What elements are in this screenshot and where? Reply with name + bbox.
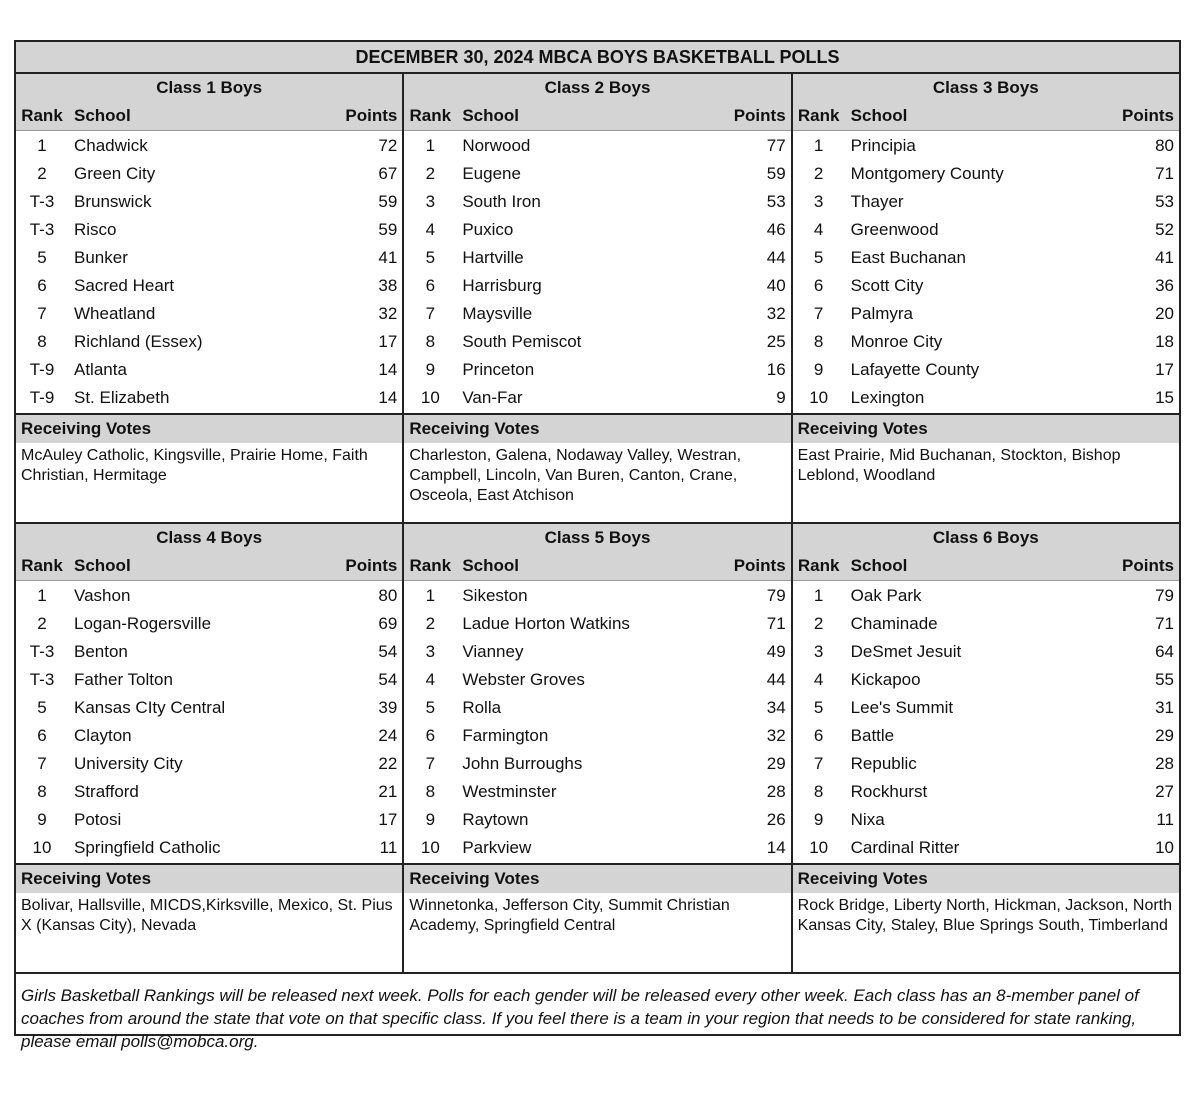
school-cell: Father Tolton bbox=[74, 670, 173, 689]
table-row bbox=[16, 806, 402, 834]
points-header: Points bbox=[733, 556, 786, 575]
table-row bbox=[404, 328, 790, 356]
points-cell: 22 bbox=[378, 754, 398, 773]
table-row bbox=[404, 638, 790, 666]
column-header-row bbox=[793, 552, 1179, 581]
school-header: School bbox=[74, 106, 131, 125]
points-cell: 67 bbox=[378, 164, 398, 183]
rank-cell: 9 bbox=[813, 810, 824, 829]
table-row bbox=[16, 778, 402, 806]
table-row bbox=[404, 384, 790, 412]
table-row bbox=[404, 750, 790, 778]
column-header-row bbox=[16, 552, 402, 581]
rank-cell: 9 bbox=[813, 360, 824, 379]
school-cell: Kansas CIty Central bbox=[74, 698, 226, 717]
points-cell: 39 bbox=[378, 698, 398, 717]
rank-header: Rank bbox=[409, 106, 452, 125]
table-row bbox=[404, 216, 790, 244]
team-list bbox=[16, 131, 402, 412]
school-cell: Van-Far bbox=[462, 388, 523, 407]
points-cell: 71 bbox=[766, 614, 786, 633]
table-row bbox=[793, 750, 1179, 778]
rank-cell: 3 bbox=[813, 642, 824, 661]
school-cell: Clayton bbox=[74, 726, 132, 745]
points-cell: 44 bbox=[766, 248, 786, 267]
class-title: Class 2 Boys bbox=[404, 74, 790, 102]
points-cell: 54 bbox=[378, 670, 398, 689]
school-cell: Eugene bbox=[462, 164, 521, 183]
table-row bbox=[16, 272, 402, 300]
points-cell: 31 bbox=[1155, 698, 1174, 717]
receiving-votes-title: Receiving Votes bbox=[16, 863, 402, 893]
school-cell: Potosi bbox=[74, 810, 122, 829]
receiving-votes-title: Receiving Votes bbox=[793, 413, 1179, 443]
class-title: Class 5 Boys bbox=[404, 524, 790, 552]
table-row bbox=[793, 610, 1179, 638]
points-cell: 34 bbox=[766, 698, 786, 717]
points-header: Points bbox=[733, 106, 786, 125]
column-header-row bbox=[793, 102, 1179, 131]
rank-cell: 2 bbox=[425, 614, 436, 633]
rank-cell: 8 bbox=[425, 332, 436, 351]
table-row bbox=[793, 272, 1179, 300]
table-row bbox=[16, 834, 402, 862]
table-row bbox=[16, 188, 402, 216]
points-cell: 29 bbox=[766, 754, 786, 773]
rank-cell: 3 bbox=[425, 192, 436, 211]
table-row bbox=[16, 610, 402, 638]
table-row bbox=[793, 694, 1179, 722]
points-cell: 14 bbox=[378, 360, 398, 379]
table-row bbox=[404, 694, 790, 722]
table-row bbox=[16, 160, 402, 188]
points-cell: 24 bbox=[378, 726, 398, 745]
rank-cell: 2 bbox=[37, 614, 47, 633]
table-row bbox=[404, 188, 790, 216]
rank-cell: 1 bbox=[813, 136, 824, 155]
rank-cell: 5 bbox=[425, 698, 436, 717]
points-cell: 72 bbox=[378, 136, 398, 155]
table-row bbox=[793, 244, 1179, 272]
rank-cell: 6 bbox=[425, 276, 436, 295]
rank-cell: 5 bbox=[425, 248, 436, 267]
rank-header: Rank bbox=[21, 556, 63, 575]
rank-cell: 7 bbox=[37, 304, 47, 323]
school-header: School bbox=[850, 106, 908, 125]
rank-cell: 7 bbox=[425, 754, 436, 773]
table-row bbox=[404, 244, 790, 272]
points-cell: 41 bbox=[1155, 248, 1174, 267]
points-cell: 71 bbox=[1155, 614, 1174, 633]
school-cell: Logan-Rogersville bbox=[74, 614, 212, 633]
school-cell: Sacred Heart bbox=[74, 276, 175, 295]
receiving-votes-list: McAuley Catholic, Kingsville, Prairie Home, Faith Christian, Hermitage bbox=[21, 447, 368, 484]
table-row bbox=[404, 666, 790, 694]
rank-cell: 1 bbox=[425, 586, 436, 605]
team-list bbox=[793, 581, 1179, 862]
team-list bbox=[793, 131, 1179, 412]
school-cell: Greenwood bbox=[850, 220, 939, 239]
points-cell: 17 bbox=[378, 810, 398, 829]
school-cell: Palmyra bbox=[850, 304, 914, 323]
table-row bbox=[793, 188, 1179, 216]
rank-cell: 8 bbox=[425, 782, 436, 801]
table-row bbox=[793, 666, 1179, 694]
school-cell: John Burroughs bbox=[462, 754, 583, 773]
points-cell: 18 bbox=[1155, 332, 1174, 351]
table-row bbox=[793, 638, 1179, 666]
school-cell: Chadwick bbox=[74, 136, 148, 155]
school-header: School bbox=[462, 106, 519, 125]
rank-cell: T-9 bbox=[29, 388, 55, 407]
class-panel bbox=[791, 74, 1179, 522]
table-row bbox=[16, 216, 402, 244]
school-cell: Parkview bbox=[462, 838, 532, 857]
rank-cell: 4 bbox=[813, 670, 824, 689]
table-row bbox=[16, 384, 402, 412]
column-header-row bbox=[404, 552, 790, 581]
table-row bbox=[793, 582, 1179, 610]
school-cell: South Pemiscot bbox=[462, 332, 582, 351]
receiving-votes-list: Winnetonka, Jefferson City, Summit Christian Academy, Springfield Central bbox=[409, 897, 730, 934]
rank-cell: 1 bbox=[813, 586, 824, 605]
rank-cell: T-3 bbox=[29, 220, 55, 239]
rank-cell: 6 bbox=[813, 726, 824, 745]
table-row bbox=[793, 778, 1179, 806]
receiving-votes-list: Bolivar, Hallsville, MICDS,Kirksville, Mexico, St. Pius X (Kansas City), Nevada bbox=[21, 897, 393, 934]
school-cell: Scott City bbox=[850, 276, 924, 295]
points-cell: 71 bbox=[1155, 164, 1174, 183]
table-row bbox=[404, 722, 790, 750]
rank-cell: 10 bbox=[420, 838, 440, 857]
points-cell: 16 bbox=[766, 360, 786, 379]
school-cell: Green City bbox=[74, 164, 156, 183]
school-cell: Republic bbox=[850, 754, 917, 773]
rank-cell: 9 bbox=[37, 810, 47, 829]
school-cell: Rolla bbox=[462, 698, 502, 717]
points-cell: 32 bbox=[766, 304, 786, 323]
points-cell: 26 bbox=[766, 810, 786, 829]
table-row bbox=[793, 216, 1179, 244]
school-cell: Lee's Summit bbox=[850, 698, 954, 717]
points-header: Points bbox=[1122, 556, 1174, 575]
points-cell: 79 bbox=[1155, 586, 1174, 605]
school-cell: Farmington bbox=[462, 726, 549, 745]
school-cell: Springfield Catholic bbox=[74, 838, 221, 857]
rank-cell: 2 bbox=[37, 164, 47, 183]
points-cell: 40 bbox=[766, 276, 786, 295]
school-cell: DeSmet Jesuit bbox=[850, 642, 962, 661]
school-cell: Brunswick bbox=[74, 192, 152, 211]
points-cell: 14 bbox=[378, 388, 398, 407]
table-row bbox=[793, 384, 1179, 412]
rank-cell: 8 bbox=[813, 782, 824, 801]
table-row bbox=[404, 582, 790, 610]
rank-cell: 5 bbox=[37, 248, 47, 267]
table-row bbox=[404, 356, 790, 384]
team-list bbox=[16, 581, 402, 862]
points-cell: 49 bbox=[766, 642, 786, 661]
rank-cell: 1 bbox=[37, 136, 47, 155]
points-header: Points bbox=[345, 556, 398, 575]
school-cell: Ladue Horton Watkins bbox=[462, 614, 630, 633]
rank-cell: 9 bbox=[425, 810, 436, 829]
table-row bbox=[16, 244, 402, 272]
rank-header: Rank bbox=[21, 106, 63, 125]
table-row bbox=[16, 356, 402, 384]
rank-cell: 3 bbox=[813, 192, 824, 211]
table-row bbox=[793, 300, 1179, 328]
rank-cell: 8 bbox=[37, 782, 47, 801]
table-row bbox=[16, 300, 402, 328]
receiving-votes-title: Receiving Votes bbox=[16, 413, 402, 443]
points-cell: 9 bbox=[776, 388, 786, 407]
points-cell: 59 bbox=[766, 164, 786, 183]
school-cell: Westminster bbox=[462, 782, 557, 801]
school-header: School bbox=[462, 556, 519, 575]
table-row bbox=[793, 806, 1179, 834]
rank-cell: 4 bbox=[425, 220, 436, 239]
table-row bbox=[793, 328, 1179, 356]
poll-title: DECEMBER 30, 2024 MBCA BOYS BASKETBALL POLLS bbox=[16, 42, 1179, 74]
rank-cell: 4 bbox=[813, 220, 824, 239]
rank-cell: 7 bbox=[37, 754, 47, 773]
column-header-row bbox=[404, 102, 790, 131]
table-row bbox=[16, 750, 402, 778]
rank-cell: 8 bbox=[813, 332, 824, 351]
points-cell: 17 bbox=[378, 332, 398, 351]
rank-header: Rank bbox=[797, 556, 840, 575]
receiving-votes-title: Receiving Votes bbox=[793, 863, 1179, 893]
rank-cell: T-3 bbox=[29, 192, 55, 211]
table-row bbox=[404, 160, 790, 188]
points-cell: 17 bbox=[1155, 360, 1174, 379]
class-title: Class 4 Boys bbox=[16, 524, 402, 552]
points-cell: 27 bbox=[1155, 782, 1174, 801]
rank-cell: T-9 bbox=[29, 360, 55, 379]
class-title: Class 6 Boys bbox=[793, 524, 1179, 552]
points-cell: 59 bbox=[378, 192, 398, 211]
points-cell: 52 bbox=[1155, 220, 1174, 239]
school-cell: Kickapoo bbox=[850, 670, 921, 689]
table-row bbox=[793, 132, 1179, 160]
school-cell: Wheatland bbox=[74, 304, 156, 323]
table-row bbox=[404, 778, 790, 806]
rank-cell: 2 bbox=[813, 614, 824, 633]
table-row bbox=[16, 638, 402, 666]
rank-cell: 6 bbox=[37, 726, 47, 745]
points-cell: 69 bbox=[378, 614, 398, 633]
rank-cell: 6 bbox=[425, 726, 436, 745]
points-cell: 64 bbox=[1155, 642, 1174, 661]
school-cell: Cardinal Ritter bbox=[850, 838, 960, 857]
class-panel bbox=[791, 524, 1179, 972]
school-header: School bbox=[850, 556, 908, 575]
school-cell: Rockhurst bbox=[850, 782, 928, 801]
school-cell: Vianney bbox=[462, 642, 524, 661]
points-cell: 10 bbox=[1155, 838, 1174, 857]
points-cell: 11 bbox=[379, 838, 398, 857]
table-row bbox=[404, 132, 790, 160]
points-cell: 44 bbox=[766, 670, 786, 689]
school-cell: Puxico bbox=[462, 220, 514, 239]
school-cell: Princeton bbox=[462, 360, 535, 379]
school-cell: Risco bbox=[74, 220, 117, 239]
column-header-row bbox=[16, 102, 402, 131]
rank-cell: 3 bbox=[425, 642, 436, 661]
class-panel bbox=[402, 74, 790, 522]
rank-cell: 7 bbox=[425, 304, 436, 323]
footer-note: Girls Basketball Rankings will be released next week. Polls for each gender will be released every other week. Each class has an 8-member panel of coaches from around the state that vote on that specific class. If you feel there is a team in your region that needs to be considered for state ranking, please email polls@mobca.org. bbox=[16, 972, 1179, 1052]
points-cell: 11 bbox=[1156, 810, 1174, 829]
points-cell: 28 bbox=[1155, 754, 1174, 773]
points-cell: 32 bbox=[766, 726, 786, 745]
school-cell: St. Elizabeth bbox=[74, 388, 170, 407]
points-cell: 59 bbox=[378, 220, 398, 239]
school-cell: Benton bbox=[74, 642, 128, 661]
points-cell: 14 bbox=[766, 838, 786, 857]
rank-cell: 10 bbox=[809, 838, 829, 857]
points-cell: 29 bbox=[1155, 726, 1174, 745]
rank-cell: 1 bbox=[425, 136, 436, 155]
receiving-votes-list: East Prairie, Mid Buchanan, Stockton, Bishop Leblond, Woodland bbox=[797, 447, 1121, 484]
rank-cell: 10 bbox=[32, 838, 52, 857]
points-cell: 54 bbox=[378, 642, 398, 661]
school-cell: Monroe City bbox=[850, 332, 943, 351]
table-row bbox=[404, 272, 790, 300]
rank-header: Rank bbox=[409, 556, 452, 575]
rank-cell: 5 bbox=[813, 248, 824, 267]
table-row bbox=[404, 834, 790, 862]
school-cell: Strafford bbox=[74, 782, 139, 801]
table-row bbox=[16, 582, 402, 610]
points-header: Points bbox=[1122, 106, 1174, 125]
table-row bbox=[793, 160, 1179, 188]
poll-row-top bbox=[16, 74, 1179, 522]
school-cell: Thayer bbox=[850, 192, 904, 211]
rank-cell: 7 bbox=[813, 754, 824, 773]
rank-cell: 2 bbox=[813, 164, 824, 183]
school-cell: Oak Park bbox=[850, 586, 922, 605]
school-header: School bbox=[74, 556, 131, 575]
points-cell: 41 bbox=[378, 248, 398, 267]
rank-cell: 6 bbox=[37, 276, 47, 295]
class-panel bbox=[16, 74, 402, 522]
school-cell: University City bbox=[74, 754, 183, 773]
points-header: Points bbox=[345, 106, 398, 125]
poll-row-bottom bbox=[16, 522, 1179, 972]
points-cell: 46 bbox=[766, 220, 786, 239]
table-row bbox=[16, 722, 402, 750]
points-cell: 36 bbox=[1155, 276, 1174, 295]
table-row bbox=[793, 356, 1179, 384]
table-row bbox=[16, 132, 402, 160]
poll-table bbox=[14, 40, 1181, 1051]
rank-cell: 6 bbox=[813, 276, 824, 295]
rank-cell: 4 bbox=[425, 670, 436, 689]
school-cell: Chaminade bbox=[850, 614, 938, 633]
team-list bbox=[404, 581, 790, 862]
points-cell: 28 bbox=[766, 782, 786, 801]
rank-cell: 1 bbox=[37, 586, 47, 605]
rank-cell: T-3 bbox=[29, 670, 55, 689]
school-cell: South Iron bbox=[462, 192, 541, 211]
school-cell: Maysville bbox=[462, 304, 533, 323]
class-title: Class 1 Boys bbox=[16, 74, 402, 102]
school-cell: Montgomery County bbox=[850, 164, 1004, 183]
points-cell: 38 bbox=[378, 276, 398, 295]
school-cell: Lafayette County bbox=[850, 360, 980, 379]
points-cell: 20 bbox=[1155, 304, 1174, 323]
class-panel bbox=[16, 524, 402, 972]
school-cell: Nixa bbox=[850, 810, 885, 829]
points-cell: 25 bbox=[766, 332, 786, 351]
school-cell: Vashon bbox=[74, 586, 131, 605]
table-row bbox=[16, 666, 402, 694]
table-row bbox=[16, 328, 402, 356]
points-cell: 53 bbox=[1155, 192, 1174, 211]
school-cell: Principia bbox=[850, 136, 916, 155]
school-cell: Atlanta bbox=[74, 360, 127, 379]
school-cell: Bunker bbox=[74, 248, 128, 267]
points-cell: 77 bbox=[766, 136, 786, 155]
points-cell: 80 bbox=[378, 586, 398, 605]
receiving-votes-title: Receiving Votes bbox=[404, 863, 790, 893]
table-row bbox=[793, 722, 1179, 750]
school-cell: East Buchanan bbox=[850, 248, 966, 267]
points-cell: 79 bbox=[766, 586, 786, 605]
points-cell: 80 bbox=[1155, 136, 1174, 155]
rank-cell: 10 bbox=[420, 388, 440, 407]
table-row bbox=[404, 806, 790, 834]
school-cell: Norwood bbox=[462, 136, 531, 155]
school-cell: Raytown bbox=[462, 810, 529, 829]
school-cell: Richland (Essex) bbox=[74, 332, 203, 351]
rank-cell: 7 bbox=[813, 304, 824, 323]
rank-cell: 5 bbox=[37, 698, 47, 717]
rank-cell: 9 bbox=[425, 360, 436, 379]
points-cell: 32 bbox=[378, 304, 398, 323]
school-cell: Sikeston bbox=[462, 586, 528, 605]
rank-cell: 10 bbox=[809, 388, 829, 407]
rank-cell: 2 bbox=[425, 164, 436, 183]
school-cell: Battle bbox=[850, 726, 895, 745]
school-cell: Hartville bbox=[462, 248, 524, 267]
school-cell: Lexington bbox=[850, 388, 925, 407]
table-row bbox=[16, 694, 402, 722]
points-cell: 21 bbox=[378, 782, 398, 801]
receiving-votes-title: Receiving Votes bbox=[404, 413, 790, 443]
school-cell: Webster Groves bbox=[462, 670, 585, 689]
school-cell: Harrisburg bbox=[462, 276, 542, 295]
table-row bbox=[404, 610, 790, 638]
class-panel bbox=[402, 524, 790, 972]
receiving-votes-list: Charleston, Galena, Nodaway Valley, Westran, Campbell, Lincoln, Van Buren, Canton, Crane, Osceola, East Atchison bbox=[409, 447, 742, 504]
table-row bbox=[793, 834, 1179, 862]
points-cell: 55 bbox=[1155, 670, 1174, 689]
rank-cell: 5 bbox=[813, 698, 824, 717]
points-cell: 53 bbox=[766, 192, 786, 211]
points-cell: 15 bbox=[1155, 388, 1174, 407]
class-title: Class 3 Boys bbox=[793, 74, 1179, 102]
rank-header: Rank bbox=[797, 106, 840, 125]
team-list bbox=[404, 131, 790, 412]
rank-cell: T-3 bbox=[29, 642, 55, 661]
receiving-votes-list: Rock Bridge, Liberty North, Hickman, Jackson, North Kansas City, Staley, Blue Springs South, Timberland bbox=[797, 897, 1173, 934]
rank-cell: 8 bbox=[37, 332, 47, 351]
table-row bbox=[404, 300, 790, 328]
